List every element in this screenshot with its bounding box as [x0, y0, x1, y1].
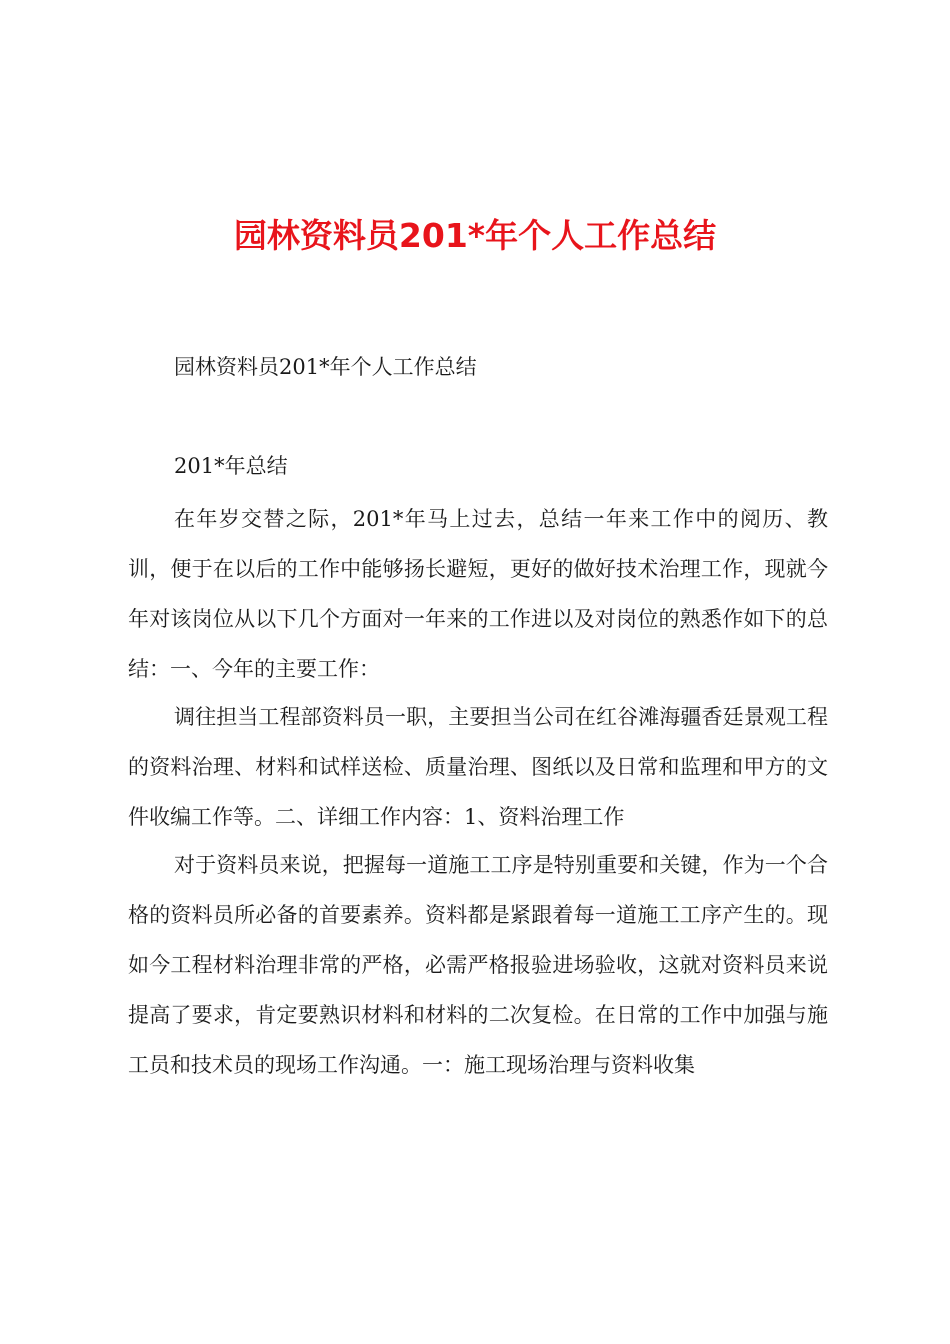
- year-summary-heading: 201*年总结: [174, 454, 288, 478]
- document-title: 园林资料员201*年个人工作总结: [233, 216, 717, 255]
- document-subtitle: 园林资料员201*年个人工作总结: [174, 355, 477, 379]
- paragraph-records-management: 对于资料员来说，把握每一道施工工序是特别重要和关键，作为一个合格的资料员所必备的首要素养。资料都是紧跟着每一道施工工序产生的。现如今工程材料治理非常的严格，必需严格报验进场验收，这就对资料员来说提高了要求，肯定要熟识材料和材料的二次复检。在日常的工作中加强与施工员和技术员的现场工作沟通。一：施工现场治理与资料收集: [128, 853, 828, 1077]
- paragraph-duties: 调往担当工程部资料员一职，主要担当公司在红谷滩海疆香廷景观工程的资料治理、材料和试样送检、质量治理、图纸以及日常和监理和甲方的文件收编工作等。二、详细工作内容：1、资料治理工作: [128, 705, 828, 829]
- paragraph-intro: 在年岁交替之际，201*年马上过去，总结一年来工作中的阅历、教训，便于在以后的工作中能够扬长避短，更好的做好技术治理工作，现就今年对该岗位从以下几个方面对一年来的工作进以及对岗位的熟悉作如下的总结：一、今年的主要工作：: [128, 507, 828, 681]
